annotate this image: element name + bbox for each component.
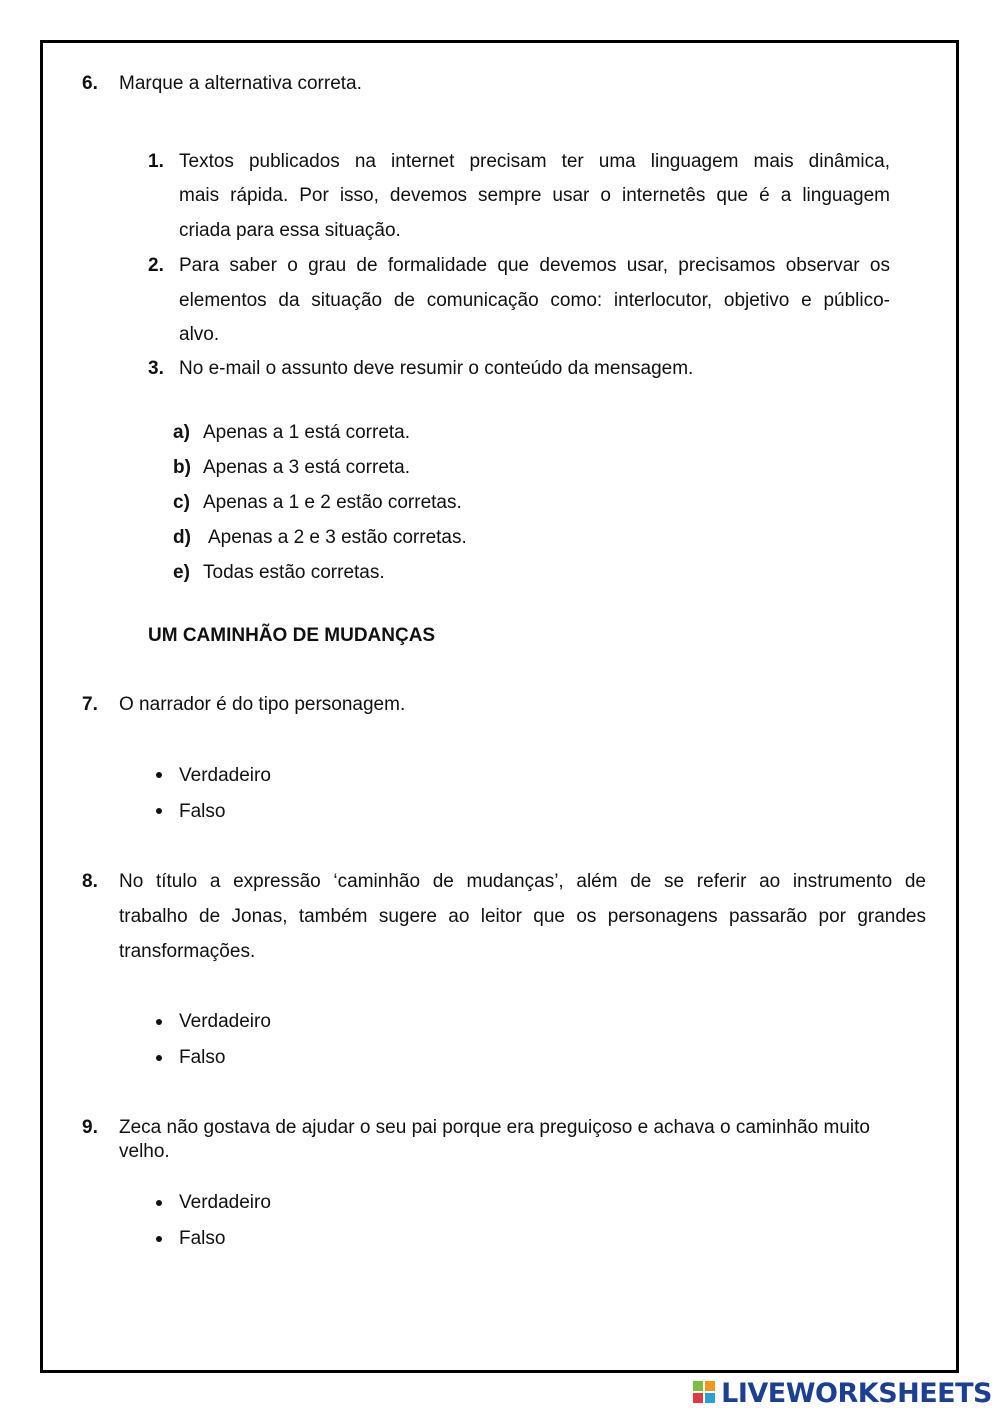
option-c-letter: c) [173,492,190,513]
option-d-text[interactable]: Apenas a 2 e 3 estão corretas. [208,527,467,548]
section-title: UM CAMINHÃO DE MUDANÇAS [148,625,436,646]
bullet-icon [156,772,162,778]
liveworksheets-logo[interactable] [693,1377,992,1409]
question-7-option-false[interactable]: Falso [179,801,226,822]
liveworksheets-mark-icon [693,1381,717,1405]
question-9-option-true[interactable]: Verdadeiro [179,1192,271,1213]
statement-2-number: 2. [148,255,164,276]
option-a-text[interactable]: Apenas a 1 está correta. [203,422,411,443]
question-9-line-1: Zeca não gostava de ajudar o seu pai porque era preguiçoso e achava o caminhão muito [119,1117,870,1138]
statement-3-number: 3. [148,358,164,379]
question-7-prompt: O narrador é do tipo personagem. [119,694,406,715]
statement-2-line-3: alvo. [179,324,220,345]
question-8-line-3: transformações. [119,941,256,962]
bullet-icon [156,808,162,814]
statement-1-line-2: mais rápida. Por isso, devemos sempre usar o internetês que é a linguagem [179,185,890,206]
option-c-text[interactable]: Apenas a 1 e 2 estão corretas. [203,492,462,513]
question-8-number: 8. [82,871,98,892]
bullet-icon [156,1200,162,1206]
bullet-icon [156,1019,162,1025]
liveworksheets-logo-text: LIVEWORKSHEETS [721,1377,992,1409]
question-9-line-2: velho. [119,1141,170,1162]
question-8-line-1: No título a expressão ‘caminhão de mudanças’, além de se referir ao instrumento de [119,871,926,892]
option-e-text[interactable]: Todas estão corretas. [203,562,385,583]
option-d-letter: d) [173,527,191,548]
question-7-number: 7. [82,694,98,715]
question-9-option-false[interactable]: Falso [179,1228,226,1249]
option-b-text[interactable]: Apenas a 3 está correta. [203,457,411,478]
question-6-prompt: Marque a alternativa correta. [119,73,362,94]
question-7-option-true[interactable]: Verdadeiro [179,765,271,786]
statement-1-line-3: criada para essa situação. [179,220,401,241]
question-9-number: 9. [82,1117,98,1138]
statement-2-line-1: Para saber o grau de formalidade que devemos usar, precisamos observar os [179,255,890,276]
bullet-icon [156,1055,162,1061]
question-8-option-true[interactable]: Verdadeiro [179,1011,271,1032]
option-e-letter: e) [173,562,190,583]
option-b-letter: b) [173,457,191,478]
statement-1-line-1: Textos publicados na internet precisam ter uma linguagem mais dinâmica, [179,151,890,172]
option-a-letter: a) [173,422,190,443]
question-8-option-false[interactable]: Falso [179,1047,226,1068]
statement-1-number: 1. [148,151,164,172]
question-8-line-2: trabalho de Jonas, também sugere ao leitor que os personagens passarão por grandes [119,906,926,927]
statement-2-line-2: elementos da situação de comunicação como: interlocutor, objetivo e público- [179,290,890,311]
question-6-number: 6. [82,73,98,94]
bullet-icon [156,1236,162,1242]
statement-3-line-1: No e-mail o assunto deve resumir o conteúdo da mensagem. [179,358,694,379]
